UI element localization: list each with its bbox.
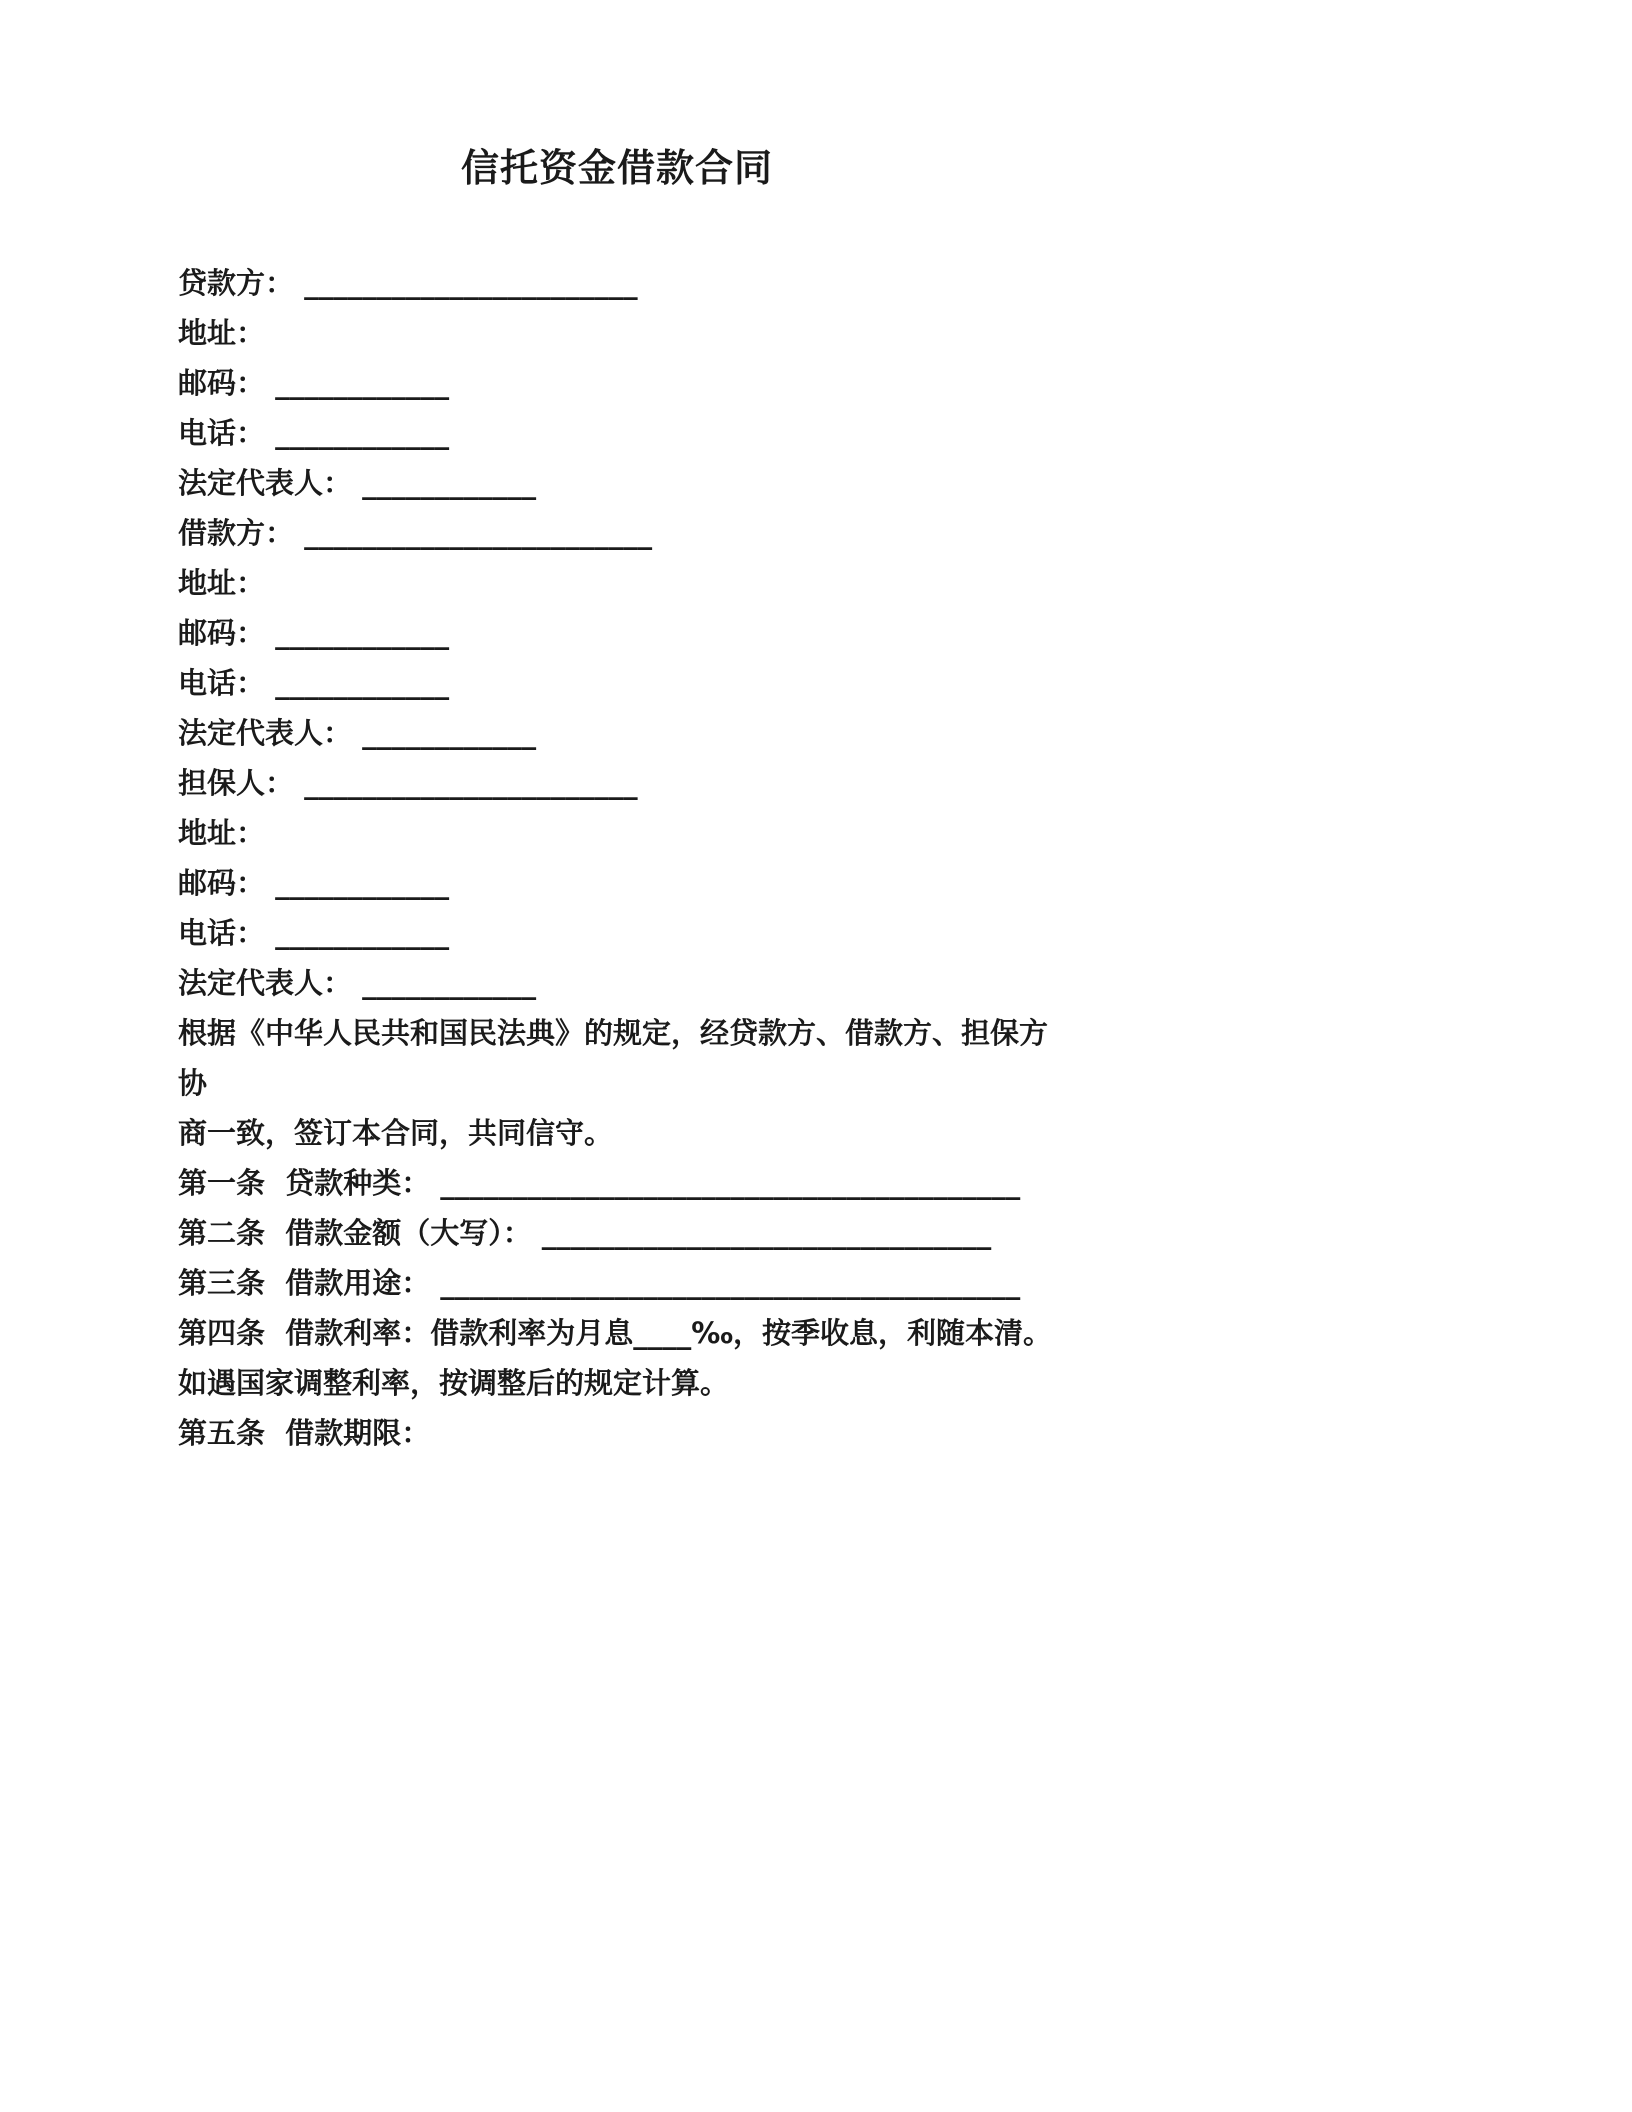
- document-clause-4-continued: 如遇国家调整利率，按调整后的规定计算。: [178, 1365, 730, 1400]
- document-clause-5: 第五条 借款期限：: [178, 1415, 431, 1450]
- document-clause-1: 第一条 贷款种类： ________________________________________: [178, 1165, 1021, 1200]
- document-line-address: 地址：: [178, 315, 266, 350]
- document-clause-4: 第四条 借款利率：借款利率为月息____‰，按季收息，利随本清。: [178, 1315, 1052, 1350]
- document-title: 信托资金借款合同: [460, 146, 773, 190]
- document-line-lender: 贷款方： _______________________: [178, 265, 638, 300]
- document-line-postcode: 邮码： ____________: [178, 865, 450, 900]
- document-paragraph-preamble: 根据《中华人民共和国民法典》的规定，经贷款方、借款方、担保方协: [178, 1015, 1049, 1100]
- document-line-address: 地址：: [178, 815, 266, 850]
- document-body: [178, 258, 1056, 1458]
- document-clause-2: 第二条 借款金额（大写）： _______________________________: [178, 1215, 992, 1250]
- document-line-legal-rep: 法定代表人： ____________: [178, 965, 537, 1000]
- document-content: [0, 0, 1056, 1458]
- document-line-borrower: 借款方： ________________________: [178, 515, 653, 550]
- document-line-postcode: 邮码： ____________: [178, 615, 450, 650]
- document-line-phone: 电话： ____________: [178, 665, 450, 700]
- document-paragraph-preamble: 商一致，签订本合同，共同信守。: [178, 1115, 614, 1150]
- document-line-phone: 电话： ____________: [178, 415, 450, 450]
- document-line-legal-rep: 法定代表人： ____________: [178, 465, 537, 500]
- document-line-address: 地址：: [178, 565, 266, 600]
- document-line-guarantor: 担保人： _______________________: [178, 765, 638, 800]
- document-line-legal-rep: 法定代表人： ____________: [178, 715, 537, 750]
- document-clause-3: 第三条 借款用途： ________________________________________: [178, 1265, 1021, 1300]
- document-line-phone: 电话： ____________: [178, 915, 450, 950]
- document-line-postcode: 邮码： ____________: [178, 365, 450, 400]
